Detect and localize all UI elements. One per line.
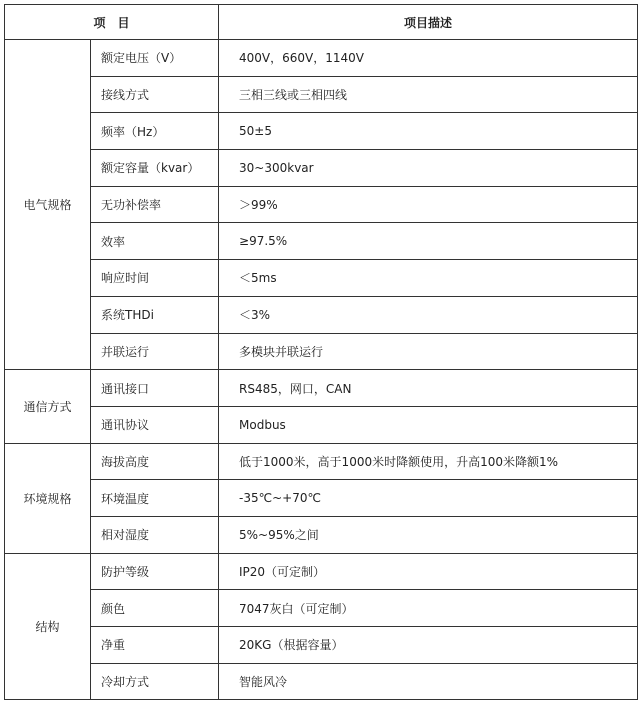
table-row	[5, 113, 638, 150]
table-row	[5, 76, 638, 113]
item-label: 额定电压（V）	[91, 40, 219, 77]
table-row	[5, 296, 638, 333]
item-description: RS485，网口，CAN	[219, 370, 638, 407]
table-row	[5, 553, 638, 590]
table-row	[5, 223, 638, 260]
item-label: 海拔高度	[91, 443, 219, 480]
table-row	[5, 150, 638, 187]
item-label: 频率（Hz）	[91, 113, 219, 150]
item-description: Modbus	[219, 406, 638, 443]
item-description: 20KG（根据容量）	[219, 627, 638, 664]
table-row	[5, 480, 638, 517]
table-row	[5, 443, 638, 480]
table-row	[5, 516, 638, 553]
item-label: 并联运行	[91, 333, 219, 370]
table-row	[5, 370, 638, 407]
item-label: 相对湿度	[91, 516, 219, 553]
item-description: IP20（可定制）	[219, 553, 638, 590]
item-description: ＞99%	[219, 186, 638, 223]
table-row	[5, 663, 638, 700]
table-header	[5, 5, 638, 40]
group-label: 环境规格	[5, 443, 91, 553]
table-body	[5, 40, 638, 700]
item-label: 系统THDi	[91, 296, 219, 333]
item-label: 通讯协议	[91, 406, 219, 443]
item-label: 响应时间	[91, 260, 219, 297]
item-description: 低于1000米，高于1000米时降额使用，升高100米降额1%	[219, 443, 638, 480]
item-label: 净重	[91, 627, 219, 664]
table-row	[5, 186, 638, 223]
item-label: 接线方式	[91, 76, 219, 113]
item-description: 5%~95%之间	[219, 516, 638, 553]
item-description: 7047灰白（可定制）	[219, 590, 638, 627]
header-item: 项 目	[5, 5, 219, 40]
table-row	[5, 406, 638, 443]
table-row	[5, 590, 638, 627]
item-description: 50±5	[219, 113, 638, 150]
item-description: 30~300kvar	[219, 150, 638, 187]
table-row	[5, 333, 638, 370]
item-label: 防护等级	[91, 553, 219, 590]
spec-table	[4, 4, 638, 700]
item-label: 无功补偿率	[91, 186, 219, 223]
header-row	[5, 5, 638, 40]
item-label: 颜色	[91, 590, 219, 627]
item-description: ＜3%	[219, 296, 638, 333]
item-description: 400V，660V，1140V	[219, 40, 638, 77]
header-description: 项目描述	[219, 5, 638, 40]
table-row	[5, 627, 638, 664]
item-label: 效率	[91, 223, 219, 260]
item-label: 冷却方式	[91, 663, 219, 700]
item-label: 额定容量（kvar）	[91, 150, 219, 187]
item-description: 多模块并联运行	[219, 333, 638, 370]
item-label: 通讯接口	[91, 370, 219, 407]
item-label: 环境温度	[91, 480, 219, 517]
item-description: 智能风冷	[219, 663, 638, 700]
item-description: -35℃~+70℃	[219, 480, 638, 517]
item-description: ≥97.5%	[219, 223, 638, 260]
item-description: ＜5ms	[219, 260, 638, 297]
table-row	[5, 40, 638, 77]
group-label: 电气规格	[5, 40, 91, 370]
group-label: 通信方式	[5, 370, 91, 443]
table-row	[5, 260, 638, 297]
item-description: 三相三线或三相四线	[219, 76, 638, 113]
group-label: 结构	[5, 553, 91, 700]
